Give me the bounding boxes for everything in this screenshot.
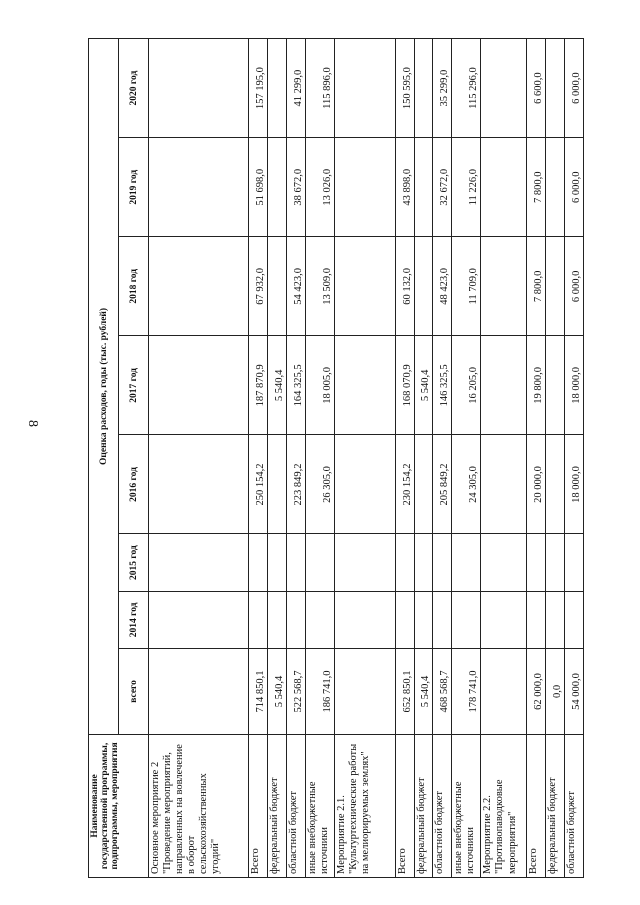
value-cell (527, 591, 546, 648)
value-cell (149, 435, 249, 534)
value-cell (546, 435, 565, 534)
header-2015: 2015 год (119, 534, 149, 591)
table-row (452, 39, 481, 878)
value-cell (249, 534, 268, 591)
header-name-col: Наименование государственной программы, подпрограммы, мероприятия (89, 734, 149, 877)
value-cell (305, 534, 334, 591)
value-cell: 223 849,2 (287, 435, 306, 534)
value-cell (335, 534, 396, 591)
value-cell (149, 237, 249, 336)
row-label: Мероприятие 2.2. "Противопаводковые мероприятия" (481, 734, 527, 877)
value-cell: 6 600,0 (527, 39, 546, 138)
value-cell (433, 591, 452, 648)
header-2020: 2020 год (119, 39, 149, 138)
value-cell: 205 849,2 (433, 435, 452, 534)
value-cell: 38 672,0 (287, 138, 306, 237)
value-cell: 6 000,0 (565, 237, 584, 336)
row-label: федеральный бюджет (414, 734, 433, 877)
value-cell: 6 000,0 (565, 39, 584, 138)
value-cell (452, 534, 481, 591)
value-cell: 48 423,0 (433, 237, 452, 336)
value-cell: 32 672,0 (433, 138, 452, 237)
value-cell: 62 000,0 (527, 649, 546, 735)
value-cell: 41 299,0 (287, 39, 306, 138)
value-cell: 11 226,0 (452, 138, 481, 237)
value-cell: 43 898,0 (395, 138, 414, 237)
value-cell (305, 591, 334, 648)
value-cell (395, 591, 414, 648)
value-cell: 230 154,2 (395, 435, 414, 534)
value-cell (335, 435, 396, 534)
value-cell: 20 000,0 (527, 435, 546, 534)
header-2018: 2018 год (119, 237, 149, 336)
value-cell (452, 591, 481, 648)
value-cell (395, 534, 414, 591)
value-cell (335, 39, 396, 138)
row-label: областной бюджет (565, 734, 584, 877)
value-cell: 157 195,0 (249, 39, 268, 138)
value-cell (414, 435, 433, 534)
value-cell (481, 336, 527, 435)
value-cell: 19 800,0 (527, 336, 546, 435)
row-label: Всего (527, 734, 546, 877)
value-cell (268, 435, 287, 534)
value-cell: 35 299,0 (433, 39, 452, 138)
table-row (546, 39, 565, 878)
value-cell: 24 305,0 (452, 435, 481, 534)
value-cell (481, 435, 527, 534)
value-cell: 652 850,1 (395, 649, 414, 735)
value-cell (546, 237, 565, 336)
value-cell (414, 39, 433, 138)
value-cell: 468 568,7 (433, 649, 452, 735)
value-cell (433, 534, 452, 591)
header-2019: 2019 год (119, 138, 149, 237)
value-cell: 714 850,1 (249, 649, 268, 735)
value-cell (565, 591, 584, 648)
value-cell (565, 534, 584, 591)
value-cell: 26 305,0 (305, 435, 334, 534)
value-cell: 250 154,2 (249, 435, 268, 534)
value-cell (335, 237, 396, 336)
value-cell: 187 870,9 (249, 336, 268, 435)
value-cell (268, 237, 287, 336)
table-row (565, 39, 584, 878)
value-cell (481, 39, 527, 138)
value-cell: 54 000,0 (565, 649, 584, 735)
value-cell: 7 800,0 (527, 237, 546, 336)
value-cell (481, 591, 527, 648)
value-cell: 168 070,9 (395, 336, 414, 435)
value-cell: 11 709,0 (452, 237, 481, 336)
value-cell (335, 138, 396, 237)
value-cell: 522 568,7 (287, 649, 306, 735)
value-cell: 51 698,0 (249, 138, 268, 237)
value-cell (414, 534, 433, 591)
value-cell: 5 540,4 (414, 649, 433, 735)
value-cell: 13 026,0 (305, 138, 334, 237)
value-cell (268, 39, 287, 138)
value-cell: 178 741,0 (452, 649, 481, 735)
value-cell (414, 237, 433, 336)
value-cell (268, 591, 287, 648)
value-cell (546, 138, 565, 237)
row-label: федеральный бюджет (546, 734, 565, 877)
row-label: иные внебюджетные источники (305, 734, 334, 877)
table-row (395, 39, 414, 878)
row-label: Основное мероприятие 2 "Проведение мероприятий, направленных на вовлечение в оборот сельскохозяйственных угодий" (149, 734, 249, 877)
value-cell: 186 741,0 (305, 649, 334, 735)
value-cell (335, 336, 396, 435)
value-cell: 5 540,4 (268, 649, 287, 735)
value-cell (335, 591, 396, 648)
table-row (433, 39, 452, 878)
table-row (335, 39, 396, 878)
value-cell (149, 591, 249, 648)
table-row (414, 39, 433, 878)
value-cell (527, 534, 546, 591)
value-cell (481, 649, 527, 735)
value-cell: 18 000,0 (565, 435, 584, 534)
value-cell: 0,0 (546, 649, 565, 735)
value-cell: 13 509,0 (305, 237, 334, 336)
header-estimate-group: Оценка расходов, годы (тыс. рублей) (89, 39, 119, 735)
value-cell: 6 000,0 (565, 138, 584, 237)
table-row (481, 39, 527, 878)
value-cell (287, 534, 306, 591)
value-cell (149, 39, 249, 138)
value-cell: 115 896,0 (305, 39, 334, 138)
budget-table (88, 38, 584, 878)
value-cell (149, 336, 249, 435)
value-cell (249, 591, 268, 648)
row-label: иные внебюджетные источники (452, 734, 481, 877)
table-row (268, 39, 287, 878)
page-number: 8 (25, 420, 40, 427)
value-cell (546, 534, 565, 591)
value-cell (481, 534, 527, 591)
value-cell: 16 205,0 (452, 336, 481, 435)
value-cell (546, 39, 565, 138)
value-cell (149, 138, 249, 237)
table-row (305, 39, 334, 878)
value-cell (149, 649, 249, 735)
table-row (527, 39, 546, 878)
budget-table-rotated (88, 38, 584, 878)
header-total: всего (119, 649, 149, 735)
value-cell (481, 237, 527, 336)
value-cell: 164 325,5 (287, 336, 306, 435)
table-row (287, 39, 306, 878)
row-label: Всего (249, 734, 268, 877)
value-cell (287, 591, 306, 648)
row-label: областной бюджет (433, 734, 452, 877)
value-cell: 5 540,4 (268, 336, 287, 435)
value-cell: 115 296,0 (452, 39, 481, 138)
header-2016: 2016 год (119, 435, 149, 534)
header-2014: 2014 год (119, 591, 149, 648)
value-cell: 67 932,0 (249, 237, 268, 336)
value-cell (335, 649, 396, 735)
value-cell (268, 534, 287, 591)
value-cell: 60 132,0 (395, 237, 414, 336)
header-2017: 2017 год (119, 336, 149, 435)
row-label: Всего (395, 734, 414, 877)
table-row (149, 39, 249, 878)
value-cell (414, 138, 433, 237)
value-cell (268, 138, 287, 237)
value-cell (546, 591, 565, 648)
value-cell: 18 005,0 (305, 336, 334, 435)
value-cell: 18 000,0 (565, 336, 584, 435)
row-label: федеральный бюджет (268, 734, 287, 877)
value-cell (481, 138, 527, 237)
row-label: Мероприятие 2.1. "Культуртехнические работы на мелиорируемых землях" (335, 734, 396, 877)
value-cell: 5 540,4 (414, 336, 433, 435)
value-cell: 150 595,0 (395, 39, 414, 138)
value-cell (546, 336, 565, 435)
value-cell (414, 591, 433, 648)
value-cell (149, 534, 249, 591)
value-cell: 7 800,0 (527, 138, 546, 237)
table-row (249, 39, 268, 878)
value-cell: 54 423,0 (287, 237, 306, 336)
value-cell: 146 325,5 (433, 336, 452, 435)
row-label: областной бюджет (287, 734, 306, 877)
